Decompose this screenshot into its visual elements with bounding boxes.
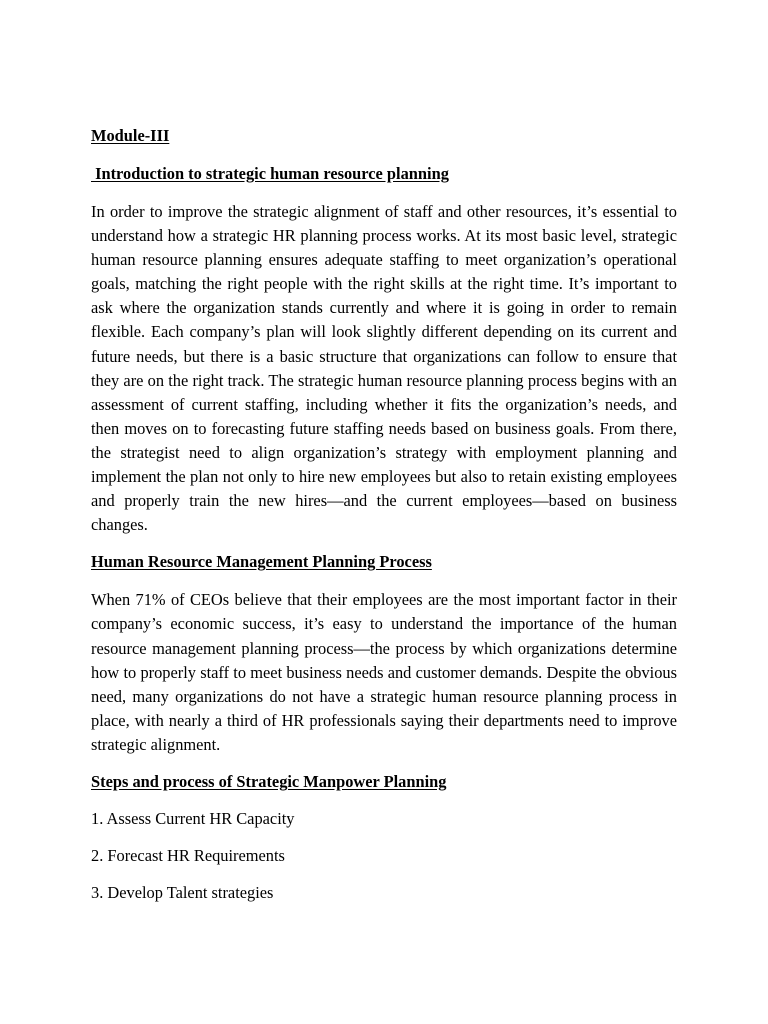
section-heading-introduction: Introduction to strategic human resource planning <box>91 164 449 183</box>
section-paragraph-hrm-planning-process: When 71% of CEOs believe that their employees are the most important factor in their company’s economic success, it’s easy to understand the importance of the human resource management planning process—the process by which organizations determine how to properly staff to meet business needs and customer demands. Despite the obvious need, many organizations do not have a strategic human resource planning process in place, with nearly a third of HR professionals saying their departments need to improve strategic alignment. <box>91 590 677 754</box>
module-title: Module-III <box>91 126 170 145</box>
step-item: 2. Forecast HR Requirements <box>91 845 285 865</box>
step-item: 3. Develop Talent strategies <box>91 882 274 902</box>
document-body <box>91 124 677 905</box>
section-heading-hrm-planning-process: Human Resource Management Planning Process <box>91 552 432 572</box>
section-paragraph-introduction: In order to improve the strategic alignment of staff and other resources, it’s essential to understand how a strategic HR planning process works. At its most basic level, strategic human resource planning ensures adequate staffing to meet organization’s operational goals, matching the right people with the right skills at the right time. It’s important to ask where the organization stands currently and where it is going in order to remain flexible. Each company’s plan will look slightly different depending on its current and future needs, but there is a basic structure that organizations can follow to ensure that they are on the right track. The strategic human resource planning process begins with an assessment of current staffing, including whether it fits the organization’s needs, and then moves on to forecasting future staffing needs based on business goals. From there, the strategist need to align organization’s strategy with employment planning and implement the plan not only to hire new employees but also to retain existing employees and properly train the new hires—and the current employees—based on business changes. <box>91 202 677 535</box>
step-item: 1. Assess Current HR Capacity <box>91 808 295 828</box>
section-heading-steps: Steps and process of Strategic Manpower Planning <box>91 771 447 791</box>
